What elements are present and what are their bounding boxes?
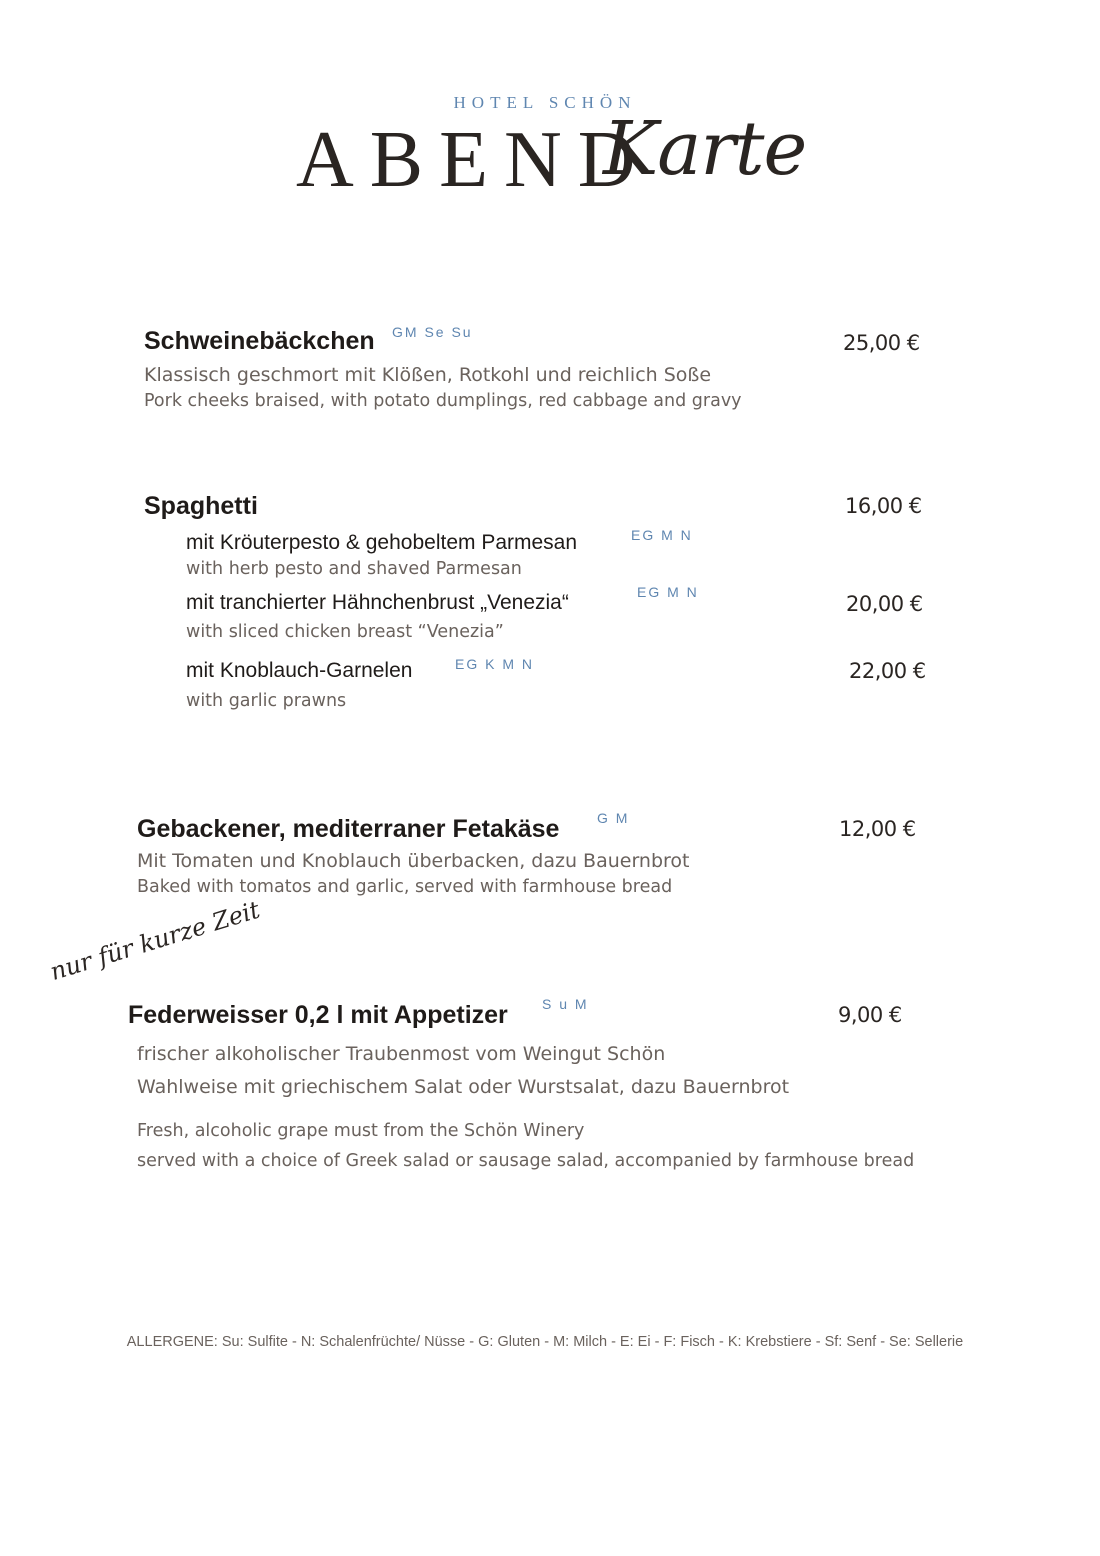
allergen-codes: EG M N — [631, 527, 693, 543]
allergen-legend: ALLERGENE: Su: Sulfite - N: Schalenfrüchte/ Nüsse - G: Gluten - M: Milch - E: Ei - F: Fisch - K: Krebstiere - Sf: Senf - Se: Sellerie — [126, 1334, 964, 1350]
dish-price: 9,00 € — [838, 1003, 902, 1027]
description-english: Fresh, alcoholic grape must from the Schön Winery — [137, 1121, 585, 1141]
description-english: with garlic prawns — [186, 691, 347, 711]
description-english: with herb pesto and shaved Parmesan — [186, 559, 522, 579]
variant-name: mit Kröuterpesto & gehobeltem Parmesan — [186, 531, 578, 554]
description-english: Baked with tomatos and garlic, served with farmhouse bread — [137, 877, 673, 897]
allergen-codes: G M — [597, 810, 630, 826]
menu-title-script: Karte — [603, 106, 807, 192]
description-german: Wahlweise mit griechischem Salat oder Wurstsalat, dazu Bauernbrot — [137, 1076, 790, 1098]
variant-price: 22,00 € — [849, 659, 926, 683]
dish-name: Schweinebäckchen — [144, 327, 375, 355]
allergen-codes: S u M — [542, 996, 589, 1012]
description-german: Klassisch geschmort mit Klößen, Rotkohl und reichlich Soße — [144, 364, 712, 386]
variant-name: mit Knoblauch-Garnelen — [186, 659, 413, 682]
allergen-codes: GM Se Su — [392, 324, 473, 340]
dish-price: 16,00 € — [845, 494, 922, 518]
dish-price: 12,00 € — [839, 817, 916, 841]
dish-name: Federweisser 0,2 l mit Appetizer — [128, 1001, 508, 1029]
allergen-codes: EG K M N — [455, 656, 535, 672]
variant-price: 20,00 € — [846, 592, 923, 616]
menu-title-main: ABEND — [296, 116, 652, 204]
dish-name: Gebackener, mediterraner Fetakäse — [137, 815, 560, 843]
variant-name: mit tranchierter Hähnchenbrust „Venezia“ — [186, 591, 569, 614]
description-english: Pork cheeks braised, with potato dumplings, red cabbage and gravy — [144, 391, 742, 411]
dish-price: 25,00 € — [843, 331, 920, 355]
description-english: served with a choice of Greek salad or sausage salad, accompanied by farmhouse bread — [137, 1151, 915, 1171]
limited-time-badge: nur für kurze Zeit — [46, 895, 264, 986]
description-german: frischer alkoholischer Traubenmost vom Weingut Schön — [137, 1043, 666, 1065]
description-german: Mit Tomaten und Knoblauch überbacken, dazu Bauernbrot — [137, 850, 690, 872]
allergen-codes: EG M N — [637, 584, 699, 600]
description-english: with sliced chicken breast “Venezia” — [186, 622, 504, 642]
hotel-name: HOTEL SCHÖN — [453, 93, 637, 112]
dish-name: Spaghetti — [144, 492, 258, 520]
